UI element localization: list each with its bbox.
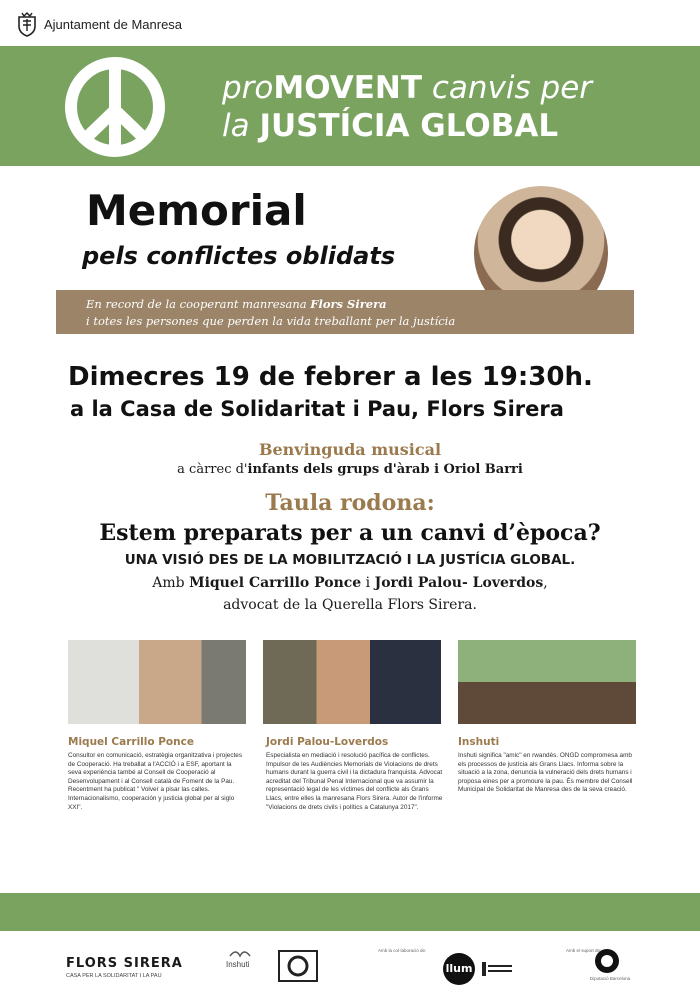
banner-line-2: la JUSTÍCIA GLOBAL (222, 108, 559, 144)
support-label: Amb el suport de: (566, 948, 602, 953)
round-table-role: advocat de la Querella Flors Sirera. (223, 597, 477, 613)
music-heading: Benvinguda musical (258, 440, 442, 459)
llum-logo-text: llum (445, 962, 473, 975)
flors-sirera-logo: FLORS SIRERA (66, 956, 183, 971)
partner-logo-icon (482, 962, 512, 976)
music-description: a càrrec d'infants dels grups d'àrab i Oriol Barri (177, 462, 523, 477)
memorial-subtitle: pels conflictes oblidats (82, 242, 396, 270)
speaker-name: Jordi Palou-Loverdos (266, 736, 389, 748)
peace-sign-icon (60, 52, 170, 162)
tribute-banner (56, 290, 634, 334)
organization-logo-icon (278, 950, 318, 982)
speaker-name: Inshuti (458, 736, 500, 748)
inshuti-icon (228, 948, 252, 960)
diputacio-logo-icon (594, 948, 620, 974)
round-table-speakers: Amb Miquel Carrillo Ponce i Jordi Palou- Loverdos, (152, 575, 548, 591)
speaker-photo-miquel (68, 640, 246, 724)
footer-bar (0, 893, 700, 931)
memorial-title: Memorial (86, 186, 307, 235)
speaker-photo-inshuti (458, 640, 636, 724)
ajuntament-logo (16, 10, 182, 38)
flors-sirera-tagline: CASA PER LA SOLIDARITAT I LA PAU (66, 973, 162, 979)
speaker-bio: Especialista en mediació i resolució pacífica de conflictes. Impulsor de les Audiències Memorials de Violacions de drets humans durant la guerra civil i la dictadura franquista. Advocat acreditat del Tribunal Penal Internacional que va assumir la representació legal de les víctimes del conflicte als Grans Llacs, entre elles la manresana Flors Sirera. Autor de l'informe "Violacions de drets civils i polítics a Catalunya 2017". (266, 752, 443, 811)
round-table-question: Estem preparats per a un canvi d’època? (99, 520, 601, 546)
round-table-vision: UNA VISIÓ DES DE LA MOBILITZACIÓ I LA JUSTÍCIA GLOBAL. (124, 552, 576, 568)
header-banner (0, 46, 700, 166)
collaboration-label: Amb la col·laboració de: (378, 948, 427, 953)
event-date: Dimecres 19 de febrer a les 19:30h. (68, 362, 593, 392)
banner-line-1: proMOVENT canvis per (222, 70, 593, 106)
tribute-line-2: i totes les persones que perden la vida treballant per la justícia (86, 314, 456, 328)
speaker-name: Miquel Carrillo Ponce (68, 736, 194, 748)
round-table-heading: Taula rodona: (265, 490, 435, 516)
inshuti-logo-text: Inshuti (226, 960, 250, 969)
speaker-bio: Inshuti significa "amic" en rwandès. ONGD compromesa amb els processos de justícia als Grans Llacs. Informa sobre la situació a la zona, denuncia la vulneració dels drets humans i proposa eines per a promoure la pau. És membre del Consell Municipal de Solidaritat de Manresa des de la seva creació. (458, 752, 633, 794)
event-place: a la Casa de Solidaritat i Pau, Flors Sirera (70, 397, 564, 421)
tribute-line-1: En record de la cooperant manresana Flors Sirera (86, 297, 387, 311)
crest-icon (16, 11, 38, 37)
diputacio-logo-text: Diputació Barcelona (589, 976, 631, 981)
org-name: Ajuntament de Manresa (44, 16, 183, 32)
speaker-bio: Consultor en comunicació, estratègia organitzativa i projectes de Cooperació. Ha treballat a l'ACCIÓ i a ESF, aportant la seva experiència també al Consell de Cooperació al Desenvolupament i al Consell català de Foment de la Pau. Recentment ha publicat " Volver a pisar las calles. Internacionalismo, cooperación y justicia global per al siglo XXI". (68, 752, 243, 811)
speaker-photo-jordi (263, 640, 441, 724)
